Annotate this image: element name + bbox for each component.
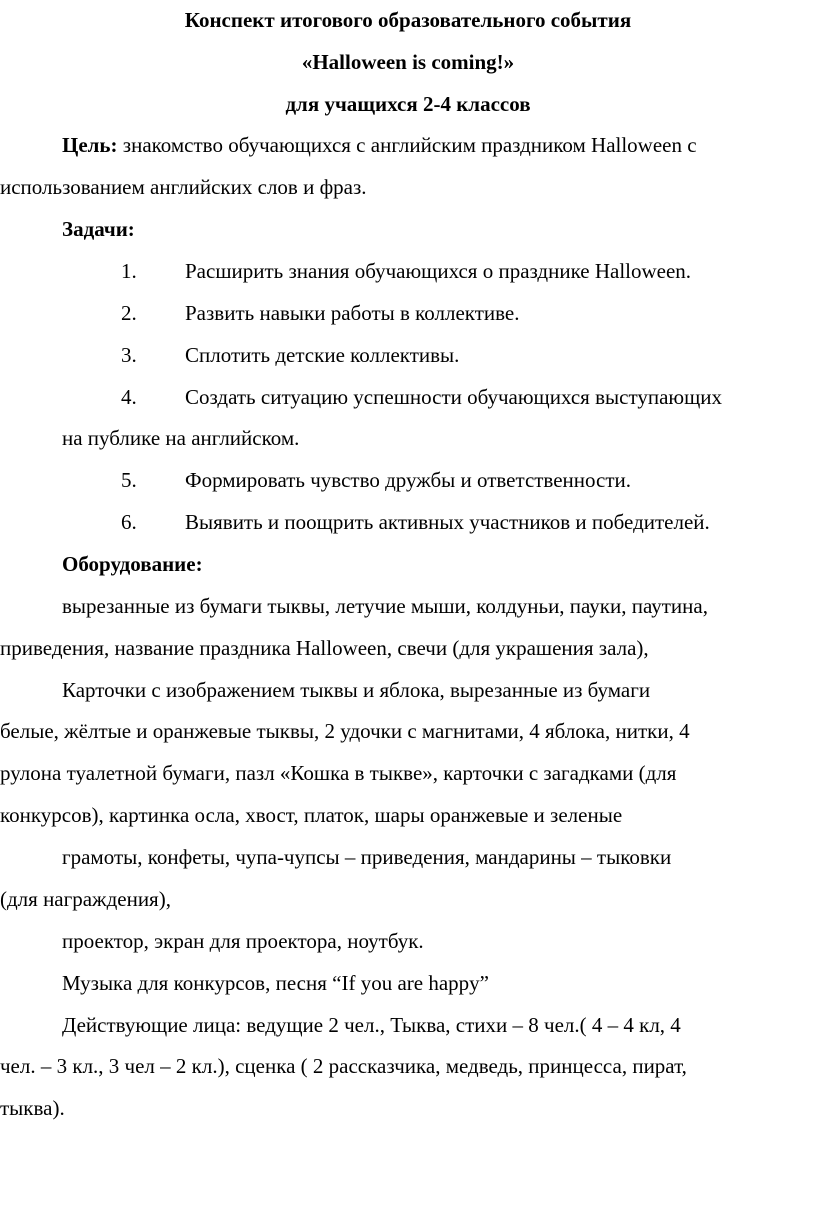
task-text: Формировать чувство дружбы и ответственности.: [185, 468, 632, 492]
equipment-heading: Оборудование:: [62, 552, 203, 576]
task-number: 6.: [121, 510, 137, 534]
task-text: Развить навыки работы в коллективе.: [185, 301, 520, 325]
goal-line: [62, 125, 697, 167]
equipment-line: приведения, название праздника Halloween, свечи (для украшения зала),: [0, 636, 649, 660]
tasks-heading: Задачи:: [62, 217, 135, 241]
task-text: Расширить знания обучающихся о празднике Halloween.: [185, 259, 692, 283]
goal-text: знакомство обучающихся с английским праздником Halloween с: [117, 133, 697, 157]
equipment-line: грамоты, конфеты, чупа-чупсы – приведения, мандарины – тыковки: [62, 845, 672, 869]
task-number: 2.: [121, 301, 137, 325]
title-line-2: «Halloween is coming!»: [301, 50, 515, 74]
task-number: 5.: [121, 468, 137, 492]
task-text: Выявить и поощрить активных участников и победителей.: [185, 510, 710, 534]
task-number: 3.: [121, 343, 137, 367]
equipment-line: белые, жёлтые и оранжевые тыквы, 2 удочки с магнитами, 4 яблока, нитки, 4: [0, 719, 690, 743]
equipment-line: вырезанные из бумаги тыквы, летучие мыши, колдуньи, пауки, паутина,: [62, 594, 708, 618]
equipment-line: (для награждения),: [0, 887, 171, 911]
task-number: 4.: [121, 385, 137, 409]
task-number: 1.: [121, 259, 137, 283]
task-text: Сплотить детские коллективы.: [185, 343, 460, 367]
equipment-line: тыква).: [0, 1096, 65, 1120]
equipment-line: Музыка для конкурсов, песня “If you are happy”: [62, 971, 489, 995]
title-line-3: для учащихся 2-4 классов: [285, 92, 531, 116]
equipment-line: проектор, экран для проектора, ноутбук.: [62, 929, 424, 953]
equipment-line: конкурсов), картинка осла, хвост, платок, шары оранжевые и зеленые: [0, 803, 623, 827]
title-line-1: Конспект итогового образовательного события: [184, 8, 632, 32]
equipment-line: рулона туалетной бумаги, пазл «Кошка в тыкве», карточки с загадками (для: [0, 761, 677, 785]
task-text: Создать ситуацию успешности обучающихся выступающих: [185, 385, 722, 409]
equipment-line: Карточки с изображением тыквы и яблока, вырезанные из бумаги: [62, 678, 651, 702]
goal-text-continuation: использованием английских слов и фраз.: [0, 175, 367, 199]
equipment-line: чел. – 3 кл., 3 чел – 2 кл.), сценка ( 2 рассказчика, медведь, принцесса, пират,: [0, 1054, 687, 1078]
task-text-continuation: на публике на английском.: [62, 426, 300, 450]
equipment-line: Действующие лица: ведущие 2 чел., Тыква, стихи – 8 чел.( 4 – 4 кл, 4: [62, 1013, 681, 1037]
goal-label: Цель:: [62, 133, 118, 157]
